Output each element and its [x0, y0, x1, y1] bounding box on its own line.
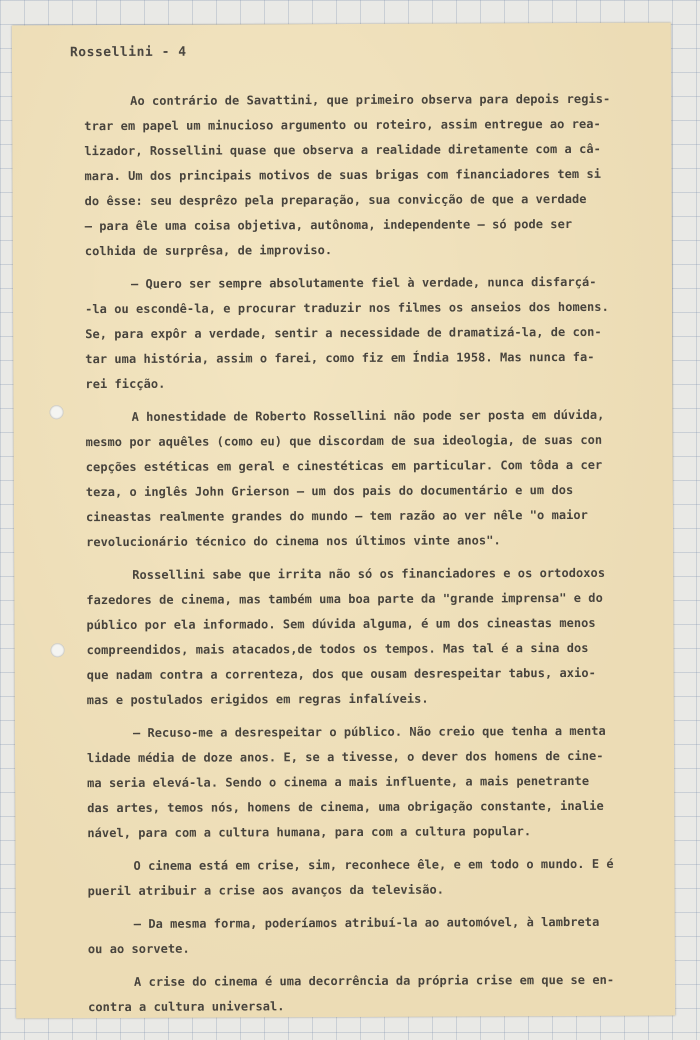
text-line: Rossellini sabe que irrita não só os financiadores e os ortodoxos — [132, 565, 606, 582]
paragraph — [87, 719, 658, 846]
text-line: — Recuso-me a desrespeitar o público. Não creio que tenha a menta — [132, 723, 606, 740]
text-line: A honestidade de Roberto Rossellini não pode ser posta em dúvida, — [131, 407, 605, 424]
text-line: público por ela informado. Sem dúvida alguma, é um dos cineastas menos — [86, 615, 596, 633]
paragraph — [88, 968, 658, 1020]
page-header: Rossellini - 4 — [69, 44, 187, 61]
text-line: Se, para expôr a verdade, sentir a necessidade de dramatizá-la, de con- — [85, 324, 602, 342]
text-line: cepções estéticas em geral e cinestéticas em particular. Com tôda a cer — [85, 457, 603, 475]
text-line: revolucionário técnico do cinema nos últimos vinte anos". — [86, 533, 501, 550]
text-line: trar em papel um minucioso argumento ou roteiro, assim entregue ao rea- — [84, 116, 601, 134]
text-line: teza, o inglês John Grierson — um dos pais do documentário e um dos — [85, 482, 574, 500]
text-line: fazedores de cinema, mas também uma boa parte da "grande imprensa" e do — [86, 590, 603, 608]
text-line: lizador, Rossellini quase que observa a realidade diretamente com a câ- — [84, 141, 601, 159]
text-line: mesmo por aquêles (como eu) que discordam de sua ideologia, de suas con — [85, 432, 603, 450]
text-line: O cinema está em crise, sim, reconhece êle, e em todo o mundo. E é — [133, 856, 614, 873]
text-line: Ao contrário de Savattini, que primeiro observa para depois regis- — [130, 91, 611, 108]
text-line: ma seria elevá-la. Sendo o cinema a mais influente, a mais penetrante — [87, 773, 590, 791]
paragraph — [85, 270, 656, 397]
paragraph — [86, 561, 657, 713]
document-body — [84, 87, 658, 1020]
paragraph — [88, 910, 658, 962]
text-line: que nadam contra a correnteza, dos que ousam desrespeitar tabus, axio- — [86, 665, 596, 683]
text-line: mas e postulados erigidos em regras infalíveis. — [86, 691, 429, 708]
text-line: A crise do cinema é uma decorrência da própria crise em que se en- — [133, 972, 615, 989]
text-line: — Quero ser sempre absolutamente fiel à verdade, nunca disfarçá- — [130, 274, 597, 291]
text-line: rei ficção. — [85, 376, 166, 392]
text-line: pueril atribuir a crise aos avanços da televisão. — [87, 882, 445, 899]
text-line: nável, para com a cultura humana, para com a cultura popular. — [87, 824, 532, 841]
text-line: — para êle uma coisa objetiva, autônoma, independente — só pode ser — [84, 216, 573, 234]
text-line: lidade média de doze anos. E, se a tivesse, o dever dos homens de cine- — [87, 748, 604, 766]
text-line: do êsse: seu desprêzo pela preparação, sua convicção de que a verdade — [84, 191, 587, 209]
text-line: tar uma história, assim o farei, como fiz em Índia 1958. Mas nunca fa- — [85, 349, 595, 367]
punch-hole — [49, 405, 63, 419]
punch-hole — [51, 643, 65, 657]
paragraph — [87, 852, 657, 904]
text-line: compreendidos, mais atacados,de todos os tempos. Mas tal é a sina dos — [86, 640, 589, 658]
text-line: — Da mesma forma, poderíamos atribuí-la ao automóvel, à lambreta — [133, 914, 600, 931]
typewritten-page — [12, 23, 675, 1019]
text-line: cineastas realmente grandes do mundo — tem razão ao ver nêle "o maior — [85, 507, 588, 525]
paragraph — [85, 403, 656, 555]
text-line: mara. Um dos principais motivos de suas brigas com financiadores tem si — [84, 166, 602, 184]
text-line: das artes, temos nós, homens de cinema, uma obrigação constante, inalie — [87, 798, 604, 816]
text-line: ou ao sorvete. — [87, 941, 190, 957]
paragraph — [84, 87, 655, 264]
text-line: contra a cultura universal. — [88, 999, 285, 1015]
text-line: colhida de surprêsa, de improviso. — [84, 243, 333, 259]
text-line: -la ou escondê-la, e procurar traduzir nos filmes os anseios dos homens. — [85, 299, 609, 317]
